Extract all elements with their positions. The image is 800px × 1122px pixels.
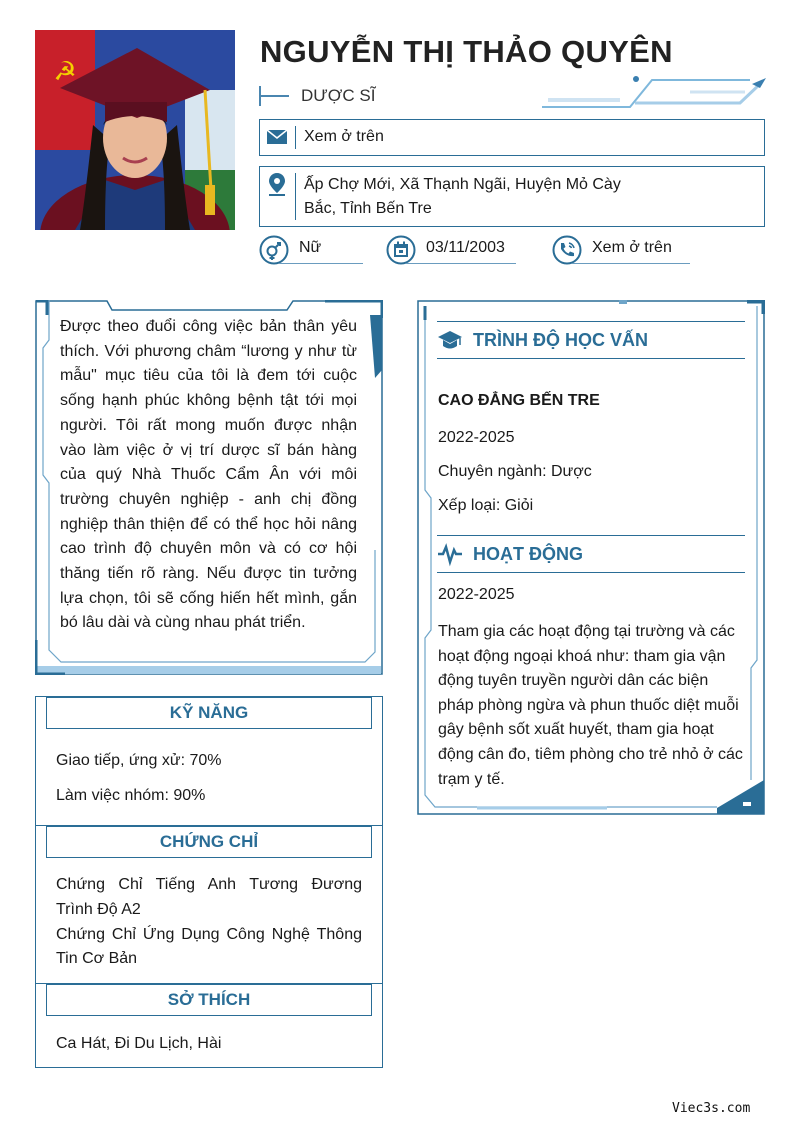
underline	[406, 263, 516, 264]
education-activities-panel	[417, 300, 765, 815]
email-value: Xem ở trên	[304, 128, 384, 145]
pulse-icon	[437, 541, 463, 567]
certificates-section	[35, 825, 383, 984]
circuit-decoration	[540, 74, 770, 114]
education-period: 2022-2025	[438, 429, 515, 446]
graduation-cap-icon	[437, 327, 463, 353]
certificate-item-2-line-1: Chứng Chỉ Ứng Dụng Công Nghệ Thông	[56, 926, 362, 943]
title-marker-icon	[259, 86, 289, 106]
job-title: DƯỢC SĨ	[301, 86, 376, 105]
underline	[279, 263, 363, 264]
watermark: Viec3s.com	[672, 1101, 751, 1116]
calendar-icon	[386, 235, 416, 265]
separator	[295, 173, 296, 220]
candidate-name: NGUYỄN THỊ THẢO QUYÊN	[260, 34, 673, 69]
birthdate-info	[386, 235, 526, 275]
summary-text: Được theo đuổi công việc bản thân yêu thích. Với phương châm “lương y như từ mẫu" mục tiêu của tôi là đem tới cuộc sống hạnh phúc không bệnh tật tới mọi người. Tôi rất mong muốn được nhận vào làm việc ở vị trí dược sĩ bán hàng của quý Nhà Thuốc Cẩm Ân với môi trường chuyên nghiệp - anh chị đồng nghiệp thân thiện để có thể học hỏi nâng cao trình độ chuyên môn và có cơ hội thăng tiến rõ ràng. Nếu được tin tưởng lựa chọn, tôi sẽ cống hiến hết mình, gắn bó lâu dài và cùng nhau phát triển.	[60, 318, 357, 632]
gender-icon	[259, 235, 289, 265]
education-title: TRÌNH ĐỘ HỌC VẤN	[473, 329, 648, 350]
phone-info	[552, 235, 702, 275]
location-pin-icon	[264, 171, 290, 197]
certificate-item-2-line-2: Tin Cơ Bản	[56, 950, 138, 967]
hobbies-heading: SỞ THÍCH	[46, 984, 372, 1016]
activities-text: Tham gia các hoạt động tại trường và các hoạt động ngoại khoá như: tham gia vận động tuyên truyền người dân các biện pháp phòng ngừa và phun thuốc diệt muỗi gây bệnh sốt xuất huyết, tham gia hoạt động cân đo, tiêm phòng cho trẻ nhỏ ở các trạm y tế.	[438, 623, 743, 788]
hobbies-text: Ca Hát, Đi Du Lịch, Hài	[56, 1035, 222, 1052]
certificates-heading: CHỨNG CHỈ	[46, 826, 372, 858]
svg-text:☭: ☭	[53, 57, 77, 87]
education-heading	[437, 321, 745, 359]
activities-period: 2022-2025	[438, 586, 515, 603]
activities-title: HOẠT ĐỘNG	[473, 543, 583, 564]
profile-photo	[35, 30, 235, 230]
address-line-1: Ấp Chợ Mới, Xã Thạnh Ngãi, Huyện Mỏ Cày	[304, 176, 621, 193]
email-field	[259, 119, 765, 156]
phone-icon	[552, 235, 582, 265]
skill-item: Làm việc nhóm: 90%	[56, 787, 206, 804]
certificate-item-1-line-2: Trình Độ A2	[56, 901, 141, 918]
education-rank: Xếp loại: Giỏi	[438, 497, 534, 514]
certificate-item-1-line-1: Chứng Chỉ Tiếng Anh Tương Đương	[56, 876, 362, 893]
separator	[295, 126, 296, 149]
skills-section	[35, 696, 383, 826]
phone-value: Xem ở trên	[592, 239, 672, 256]
underline	[572, 263, 690, 264]
skills-heading: KỸ NĂNG	[46, 697, 372, 729]
address-line-2: Bắc, Tỉnh Bến Tre	[304, 200, 432, 217]
skill-item: Giao tiếp, ứng xử: 70%	[56, 752, 222, 769]
gender-value: Nữ	[299, 239, 322, 256]
hobbies-section	[35, 983, 383, 1068]
activities-heading	[437, 535, 745, 573]
job-title-row	[259, 84, 375, 108]
school-name: CAO ĐẲNG BẾN TRE	[438, 392, 600, 409]
envelope-icon	[264, 124, 290, 150]
birthdate-value: 03/11/2003	[426, 239, 505, 256]
address-field	[259, 166, 765, 227]
summary-panel	[35, 300, 383, 675]
education-major: Chuyên ngành: Dược	[438, 463, 592, 480]
gender-info	[259, 235, 369, 275]
